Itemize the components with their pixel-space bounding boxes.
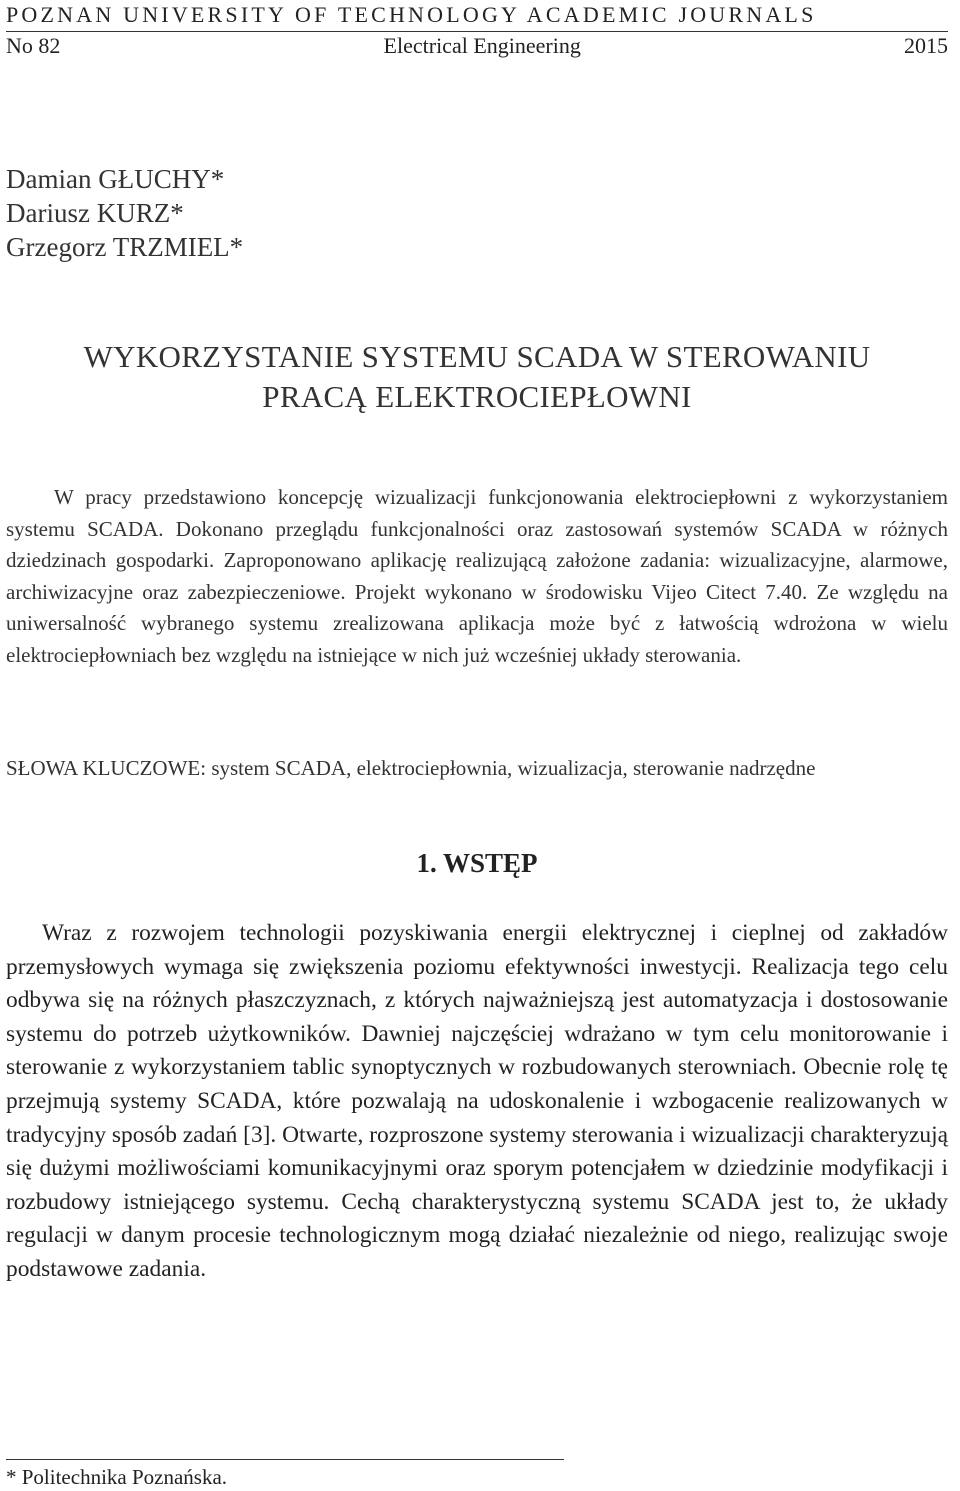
author: Dariusz KURZ* [6,198,184,228]
footnote: * Politechnika Poznańska. [6,1465,228,1489]
footnote-divider [6,1459,564,1460]
journal-name: POZNAN UNIVERSITY OF TECHNOLOGY ACADEMIC JOURNALS [6,2,817,27]
paper-title-line: WYKORZYSTANIE SYSTEMU SCADA W STEROWANIU [83,339,871,374]
abstract: W pracy przedstawiono koncepcję wizualizacji funkcjonowania elektrociepłowni z wykorzystaniem systemu SCADA. Dokonano przeglądu funkcjonalności oraz zastosowań systemów SCADA w różnych dziedzinach gospodarki. Zaproponowano aplikację realizującą założone zadania: wizualizacyjne, alarmowe, archiwizacyjne oraz zabezpieczeniowe. Projekt wykonano w środowisku Vijeo Citect 7.40. Ze względu na uniwersalność wybranego systemu zrealizowana aplikacja może być z łatwością wdrożona w wielu elektrociepłowniach bez względu na istniejące w nich już wcześniej układy sterowania. [6,485,948,667]
journal-field: Electrical Engineering [383,33,581,58]
author: Grzegorz TRZMIEL* [6,232,244,262]
author-list [6,162,243,264]
paper-title-line: PRACĄ ELEKTROCIEPŁOWNI [262,379,692,414]
issue-year: 2015 [904,33,948,58]
section-body: Wraz z rozwojem technologii pozyskiwania energii elektrycznej i cieplnej od zakładów przemysłowych wymaga się zwiększenia poziomu efektywności inwestycji. Realizacja tego celu odbywa się na różnych płaszczyznach, z których najważniejszą jest automatyzacja i dostosowanie systemu do potrzeb użytkowników. Dawniej najczęściej wdrażano w tym celu monitorowanie i sterowanie z wykorzystaniem tablic synoptycznych w rozbudowanych sterowniach. Obecnie rolę tę przejmują systemy SCADA, które pozwalają na udoskonalenie i wzbogacenie realizowanych w tradycyjny sposób zadań [3]. Otwarte, rozproszone systemy sterowania i wizualizacji charakteryzują się dużymi możliwościami komunikacyjnymi oraz sporym potencjałem w dziedzinie modyfikacji i rozbudowy istniejącego systemu. Cechą charakterystyczną systemu SCADA jest to, że układy regulacji w danym procesie technologicznym mogą działać niezależnie od niego, realizując swoje podstawowe zadania. [6,920,948,1282]
section-heading: 1. WSTĘP [416,848,538,878]
issue-number: No 82 [6,33,61,58]
author: Damian GŁUCHY* [6,164,225,194]
keywords: SŁOWA KLUCZOWE: system SCADA, elektrociepłownia, wizualizacja, sterowanie nadrzędne [6,756,816,780]
issue-line [6,33,948,59]
paper-title [6,337,948,417]
header-divider [6,31,948,32]
